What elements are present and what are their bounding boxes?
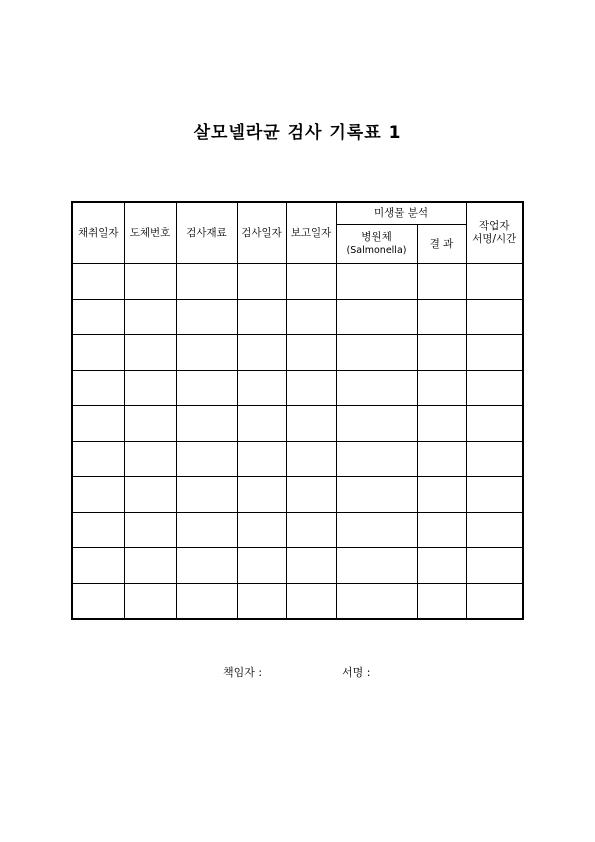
table-cell[interactable] xyxy=(286,477,336,513)
header-report-date: 보고일자 xyxy=(286,202,336,264)
table-cell[interactable] xyxy=(237,512,286,548)
header-worker-signature xyxy=(466,202,523,264)
table-cell[interactable] xyxy=(286,370,336,406)
table-cell[interactable] xyxy=(176,583,237,619)
table-cell[interactable] xyxy=(176,548,237,584)
table-cell[interactable] xyxy=(176,335,237,371)
table-cell[interactable] xyxy=(176,264,237,300)
header-microbial-analysis: 미생물 분석 xyxy=(336,202,466,225)
table-cell[interactable] xyxy=(417,477,466,513)
table-cell[interactable] xyxy=(72,441,124,477)
table-row xyxy=(72,477,523,513)
table-cell[interactable] xyxy=(237,441,286,477)
table-cell[interactable] xyxy=(417,548,466,584)
table-cell[interactable] xyxy=(124,370,176,406)
table-cell[interactable] xyxy=(466,370,523,406)
table-cell[interactable] xyxy=(72,477,124,513)
table-cell[interactable] xyxy=(336,370,417,406)
table-cell[interactable] xyxy=(466,441,523,477)
table-cell[interactable] xyxy=(466,548,523,584)
table-cell[interactable] xyxy=(286,335,336,371)
table-cell[interactable] xyxy=(286,441,336,477)
table-cell[interactable] xyxy=(237,264,286,300)
table-cell[interactable] xyxy=(336,406,417,442)
table-cell[interactable] xyxy=(124,406,176,442)
table-cell[interactable] xyxy=(72,583,124,619)
table-cell[interactable] xyxy=(124,299,176,335)
table-cell[interactable] xyxy=(176,477,237,513)
table-cell[interactable] xyxy=(417,370,466,406)
table-row xyxy=(72,335,523,371)
table-cell[interactable] xyxy=(72,299,124,335)
table-cell[interactable] xyxy=(237,335,286,371)
table-cell[interactable] xyxy=(176,512,237,548)
table-cell[interactable] xyxy=(176,441,237,477)
table-cell[interactable] xyxy=(466,299,523,335)
table-cell[interactable] xyxy=(72,548,124,584)
table-cell[interactable] xyxy=(124,512,176,548)
table-cell[interactable] xyxy=(336,477,417,513)
table-cell[interactable] xyxy=(176,370,237,406)
header-carcass-number: 도체번호 xyxy=(124,202,176,264)
table-cell[interactable] xyxy=(336,335,417,371)
table-cell[interactable] xyxy=(286,583,336,619)
table-cell[interactable] xyxy=(124,335,176,371)
header-result: 결 과 xyxy=(417,225,466,264)
table-cell[interactable] xyxy=(336,299,417,335)
table-cell[interactable] xyxy=(124,264,176,300)
table-cell[interactable] xyxy=(237,583,286,619)
table-row xyxy=(72,441,523,477)
table-cell[interactable] xyxy=(237,406,286,442)
header-pathogen-sub: (Salmonella) xyxy=(346,245,407,256)
header-pathogen-label: 병원체 xyxy=(361,231,392,243)
header-test-material: 검사재료 xyxy=(176,202,237,264)
table-cell[interactable] xyxy=(72,512,124,548)
header-test-date: 검사일자 xyxy=(237,202,286,264)
table-cell[interactable] xyxy=(417,441,466,477)
header-pathogen xyxy=(336,225,417,264)
header-worker-label: 작업자 xyxy=(479,220,510,232)
table-cell[interactable] xyxy=(336,548,417,584)
table-cell[interactable] xyxy=(336,583,417,619)
table-cell[interactable] xyxy=(417,264,466,300)
responsible-person-label: 책임자 : xyxy=(223,666,263,679)
table-cell[interactable] xyxy=(466,583,523,619)
table-cell[interactable] xyxy=(124,548,176,584)
table-cell[interactable] xyxy=(336,441,417,477)
table-cell[interactable] xyxy=(176,406,237,442)
table-body xyxy=(72,264,523,620)
table-row xyxy=(72,583,523,619)
table-cell[interactable] xyxy=(466,335,523,371)
table-cell[interactable] xyxy=(72,264,124,300)
header-signature-time-label: 서명/시간 xyxy=(472,233,517,245)
table-cell[interactable] xyxy=(466,512,523,548)
table-row xyxy=(72,548,523,584)
inspection-log-table xyxy=(71,201,524,620)
table-cell[interactable] xyxy=(286,512,336,548)
table-cell[interactable] xyxy=(336,264,417,300)
table-row xyxy=(72,370,523,406)
table-cell[interactable] xyxy=(72,335,124,371)
page-title: 살모넬라균 검사 기록표 1 xyxy=(193,123,402,143)
table-row xyxy=(72,264,523,300)
table-cell[interactable] xyxy=(417,335,466,371)
table-cell[interactable] xyxy=(286,406,336,442)
table-cell[interactable] xyxy=(466,477,523,513)
table-cell[interactable] xyxy=(417,406,466,442)
table-cell[interactable] xyxy=(237,370,286,406)
table-cell[interactable] xyxy=(466,406,523,442)
table-cell[interactable] xyxy=(417,512,466,548)
table-cell[interactable] xyxy=(124,583,176,619)
table-cell[interactable] xyxy=(72,406,124,442)
table-cell[interactable] xyxy=(237,299,286,335)
table-row xyxy=(72,406,523,442)
table-cell[interactable] xyxy=(417,583,466,619)
table-cell[interactable] xyxy=(237,477,286,513)
table-cell[interactable] xyxy=(417,299,466,335)
table-cell[interactable] xyxy=(286,548,336,584)
table-cell[interactable] xyxy=(176,299,237,335)
table-cell[interactable] xyxy=(286,264,336,300)
table-cell[interactable] xyxy=(237,548,286,584)
table-cell[interactable] xyxy=(336,512,417,548)
signature-label: 서명 : xyxy=(342,666,371,679)
table-cell[interactable] xyxy=(466,264,523,300)
table-cell[interactable] xyxy=(124,477,176,513)
table-cell[interactable] xyxy=(124,441,176,477)
table-cell[interactable] xyxy=(286,299,336,335)
table-row xyxy=(72,512,523,548)
header-sampling-date: 채취일자 xyxy=(72,202,124,264)
table-cell[interactable] xyxy=(72,370,124,406)
table-row xyxy=(72,299,523,335)
